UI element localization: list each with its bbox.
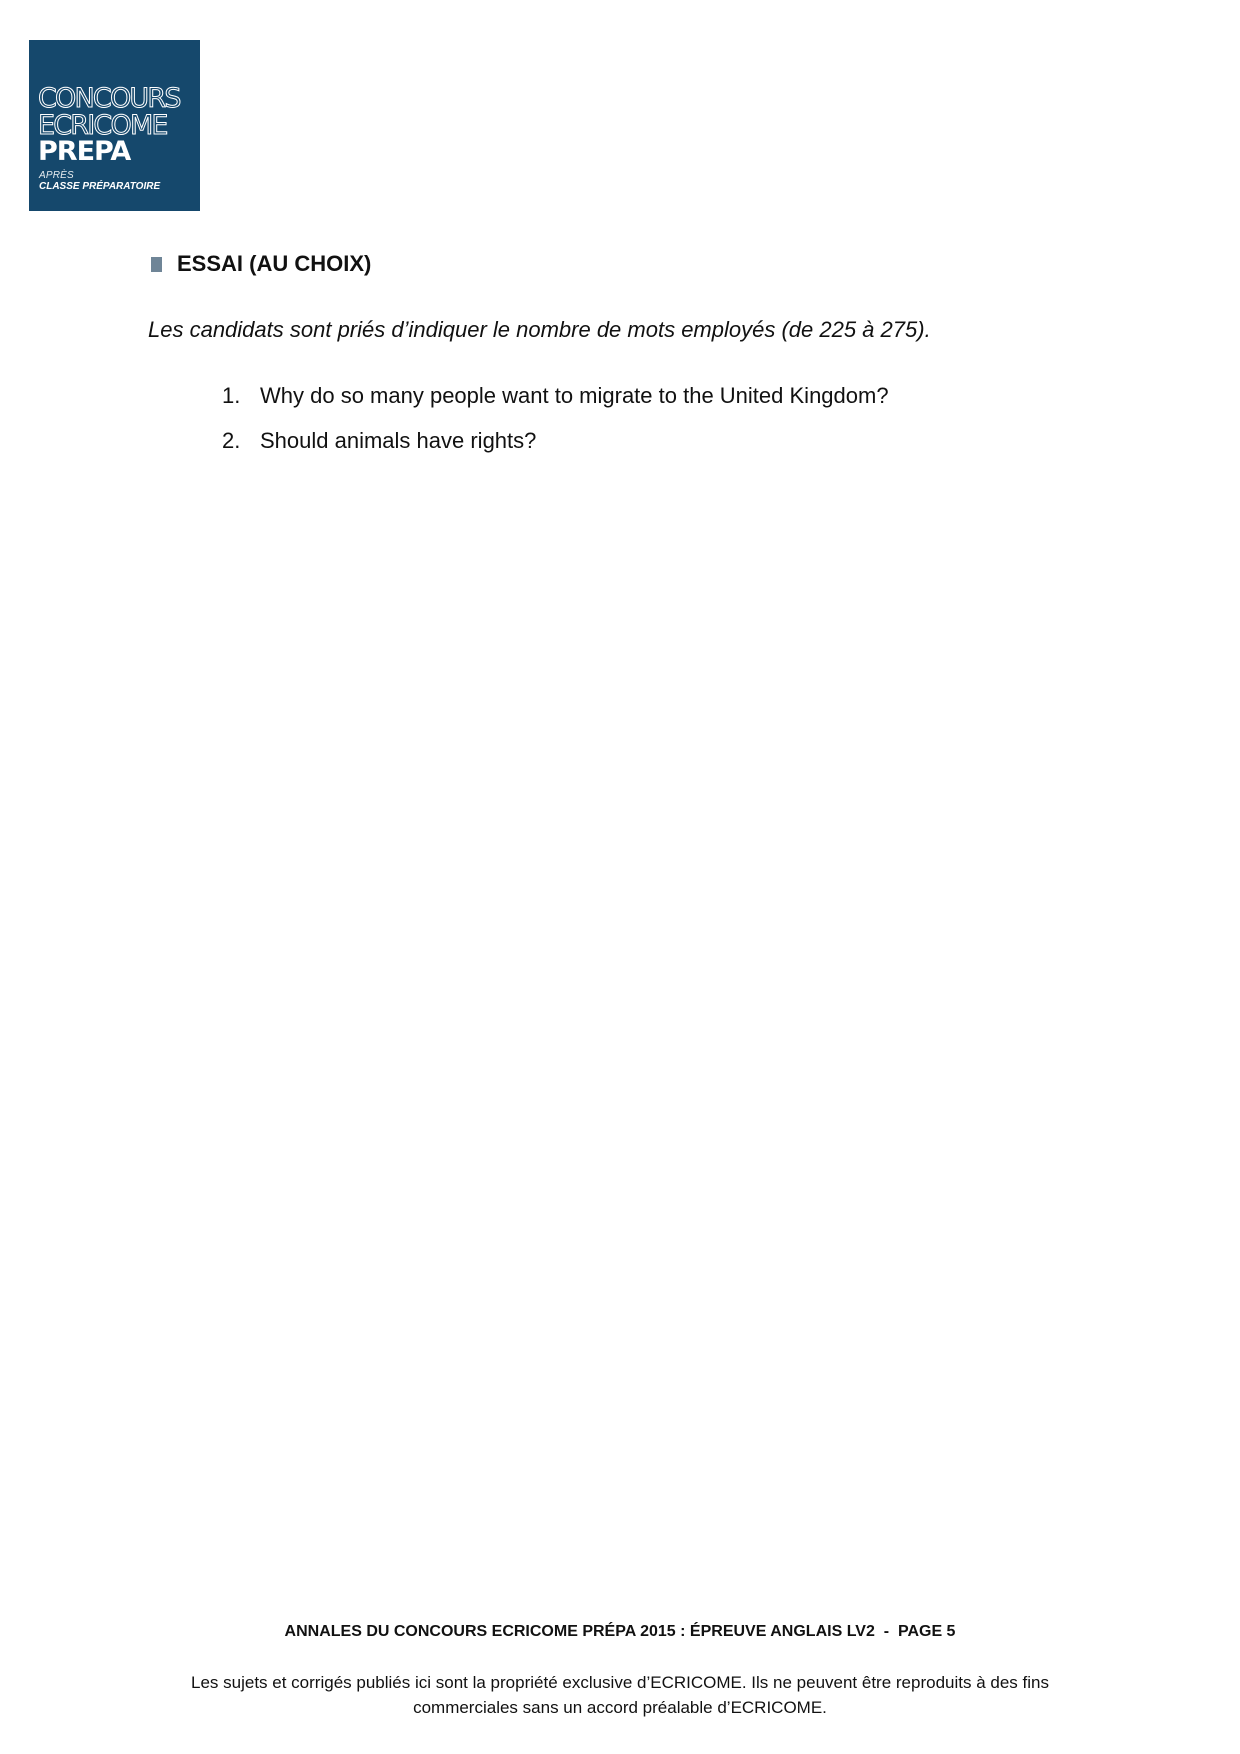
topic-text: Why do so many people want to migrate to the United Kingdom? (260, 383, 889, 408)
instruction-text: Les candidats sont priés d’indiquer le nombre de mots employés (de 225 à 275). (148, 317, 931, 342)
section-heading (151, 250, 371, 278)
topic-text: Should animals have rights? (260, 428, 537, 453)
section-title: ESSAI (AU CHOIX) (177, 251, 372, 276)
topic-number: 2. (222, 428, 241, 453)
logo-line-apres: APRÈS (39, 170, 74, 181)
essay-topic-item (222, 381, 889, 411)
footer-title: ANNALES DU CONCOURS ECRICOME PRÉPA 2015 : ÉPREUVE ANGLAIS LV2 - PAGE 5 (284, 1623, 956, 1640)
essay-topic-list (222, 381, 889, 471)
square-bullet-icon (151, 257, 162, 272)
logo-line-classe-preparatoire: CLASSE PRÉPARATOIRE (39, 181, 161, 192)
logo-line-ecricome: ECRICOME (38, 110, 167, 141)
ecricome-logo (29, 40, 200, 211)
topic-number: 1. (222, 383, 241, 408)
footer-copyright-notice: Les sujets et corrigés publiés ici sont la propriété exclusive d’ECRICOME. Ils ne peuvent être reproduits à des fins commerciales sans un accord préalable d’ECRICOME. (191, 1673, 1049, 1717)
essay-topic-item (222, 426, 889, 456)
logo-line-prepa: PREPA (38, 136, 131, 167)
logo-line-concours: CONCOURS (38, 83, 180, 114)
